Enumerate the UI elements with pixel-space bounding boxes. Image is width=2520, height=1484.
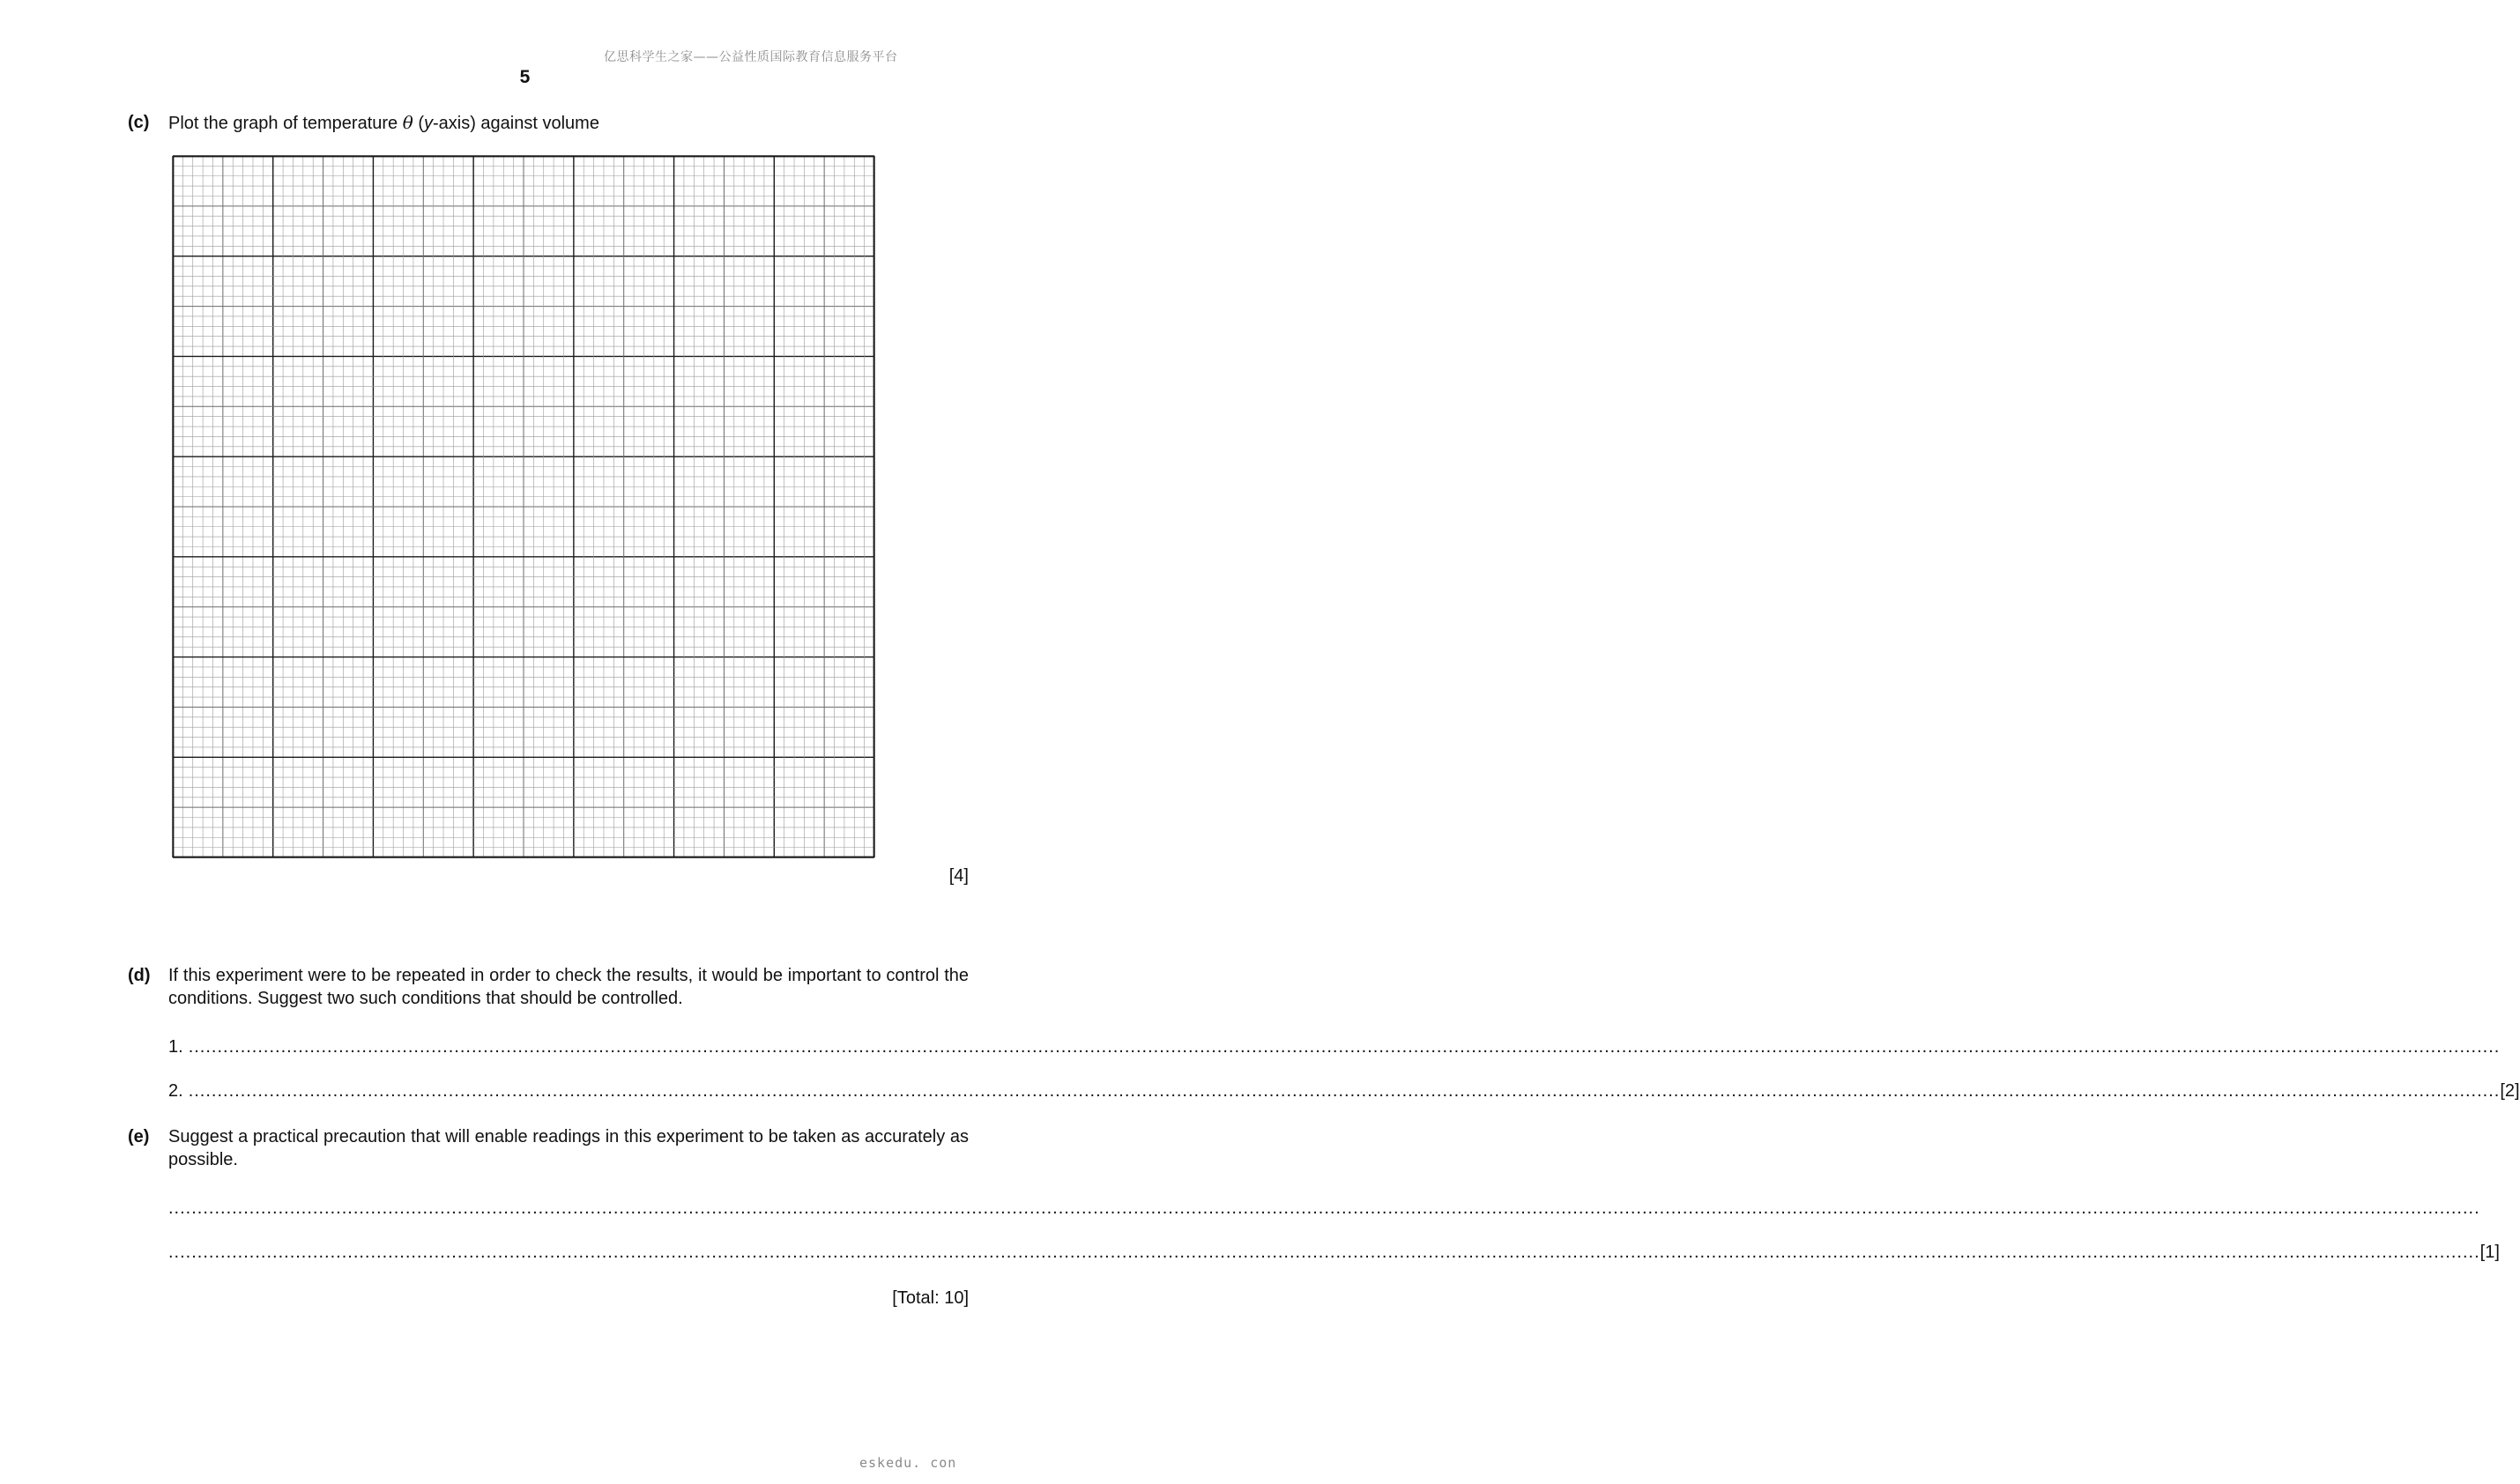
part-c-label: (c) bbox=[128, 113, 150, 132]
part-e-question: Suggest a practical precaution that will enable readings in this experiment to be taken as accurately as possible. bbox=[168, 1127, 969, 1169]
answer-number-1: 1. bbox=[168, 1037, 183, 1057]
part-c-marks: [4] bbox=[948, 866, 969, 886]
dotted-line: ................................................................................................................................................................................................................................................................................................................................................................................................................ bbox=[168, 1198, 2480, 1218]
part-d-label: (d) bbox=[128, 966, 151, 985]
part-e-answer-line-2[interactable] bbox=[168, 1243, 2500, 1263]
total-marks: [Total: 10] bbox=[892, 1288, 969, 1308]
y-italic: y bbox=[423, 114, 433, 133]
dotted-line: ................................................................................................................................................................................................................................................................................................................................................................................................................ bbox=[188, 1081, 2501, 1101]
part-c-question bbox=[168, 111, 969, 135]
part-c-text-prefix: Plot the graph of temperature bbox=[168, 114, 403, 133]
watermark-top: 亿思科学生之家——公益性质国际教育信息服务平台 bbox=[604, 50, 898, 64]
part-d-marks: [2] bbox=[2500, 1081, 2520, 1101]
part-c-paren: ( bbox=[413, 114, 424, 133]
part-c-text-suffix: -axis) against volume bbox=[432, 114, 599, 133]
part-e-label: (e) bbox=[128, 1127, 150, 1146]
page-number: 5 bbox=[519, 67, 531, 87]
theta-symbol: θ bbox=[402, 112, 413, 133]
part-e-answer-line-1[interactable] bbox=[168, 1198, 2480, 1219]
part-e-marks: [1] bbox=[2479, 1243, 2500, 1262]
dotted-line: ................................................................................................................................................................................................................................................................................................................................................................................................................ bbox=[168, 1243, 2480, 1262]
graph-paper[interactable] bbox=[173, 156, 874, 862]
watermark-bottom: eskedu. con bbox=[859, 1455, 957, 1471]
graph-grid-svg[interactable] bbox=[173, 156, 874, 857]
dotted-line: ................................................................................................................................................................................................................................................................................................................................................................................................................ bbox=[188, 1037, 2501, 1057]
part-d-answer-line-2[interactable] bbox=[168, 1081, 2520, 1102]
part-d-answer-line-1[interactable] bbox=[168, 1037, 2501, 1057]
answer-number-2: 2. bbox=[168, 1081, 183, 1101]
part-d-question: If this experiment were to be repeated in order to check the results, it would be important to control the conditions. Suggest two such conditions that should be controlled. bbox=[168, 966, 969, 1008]
